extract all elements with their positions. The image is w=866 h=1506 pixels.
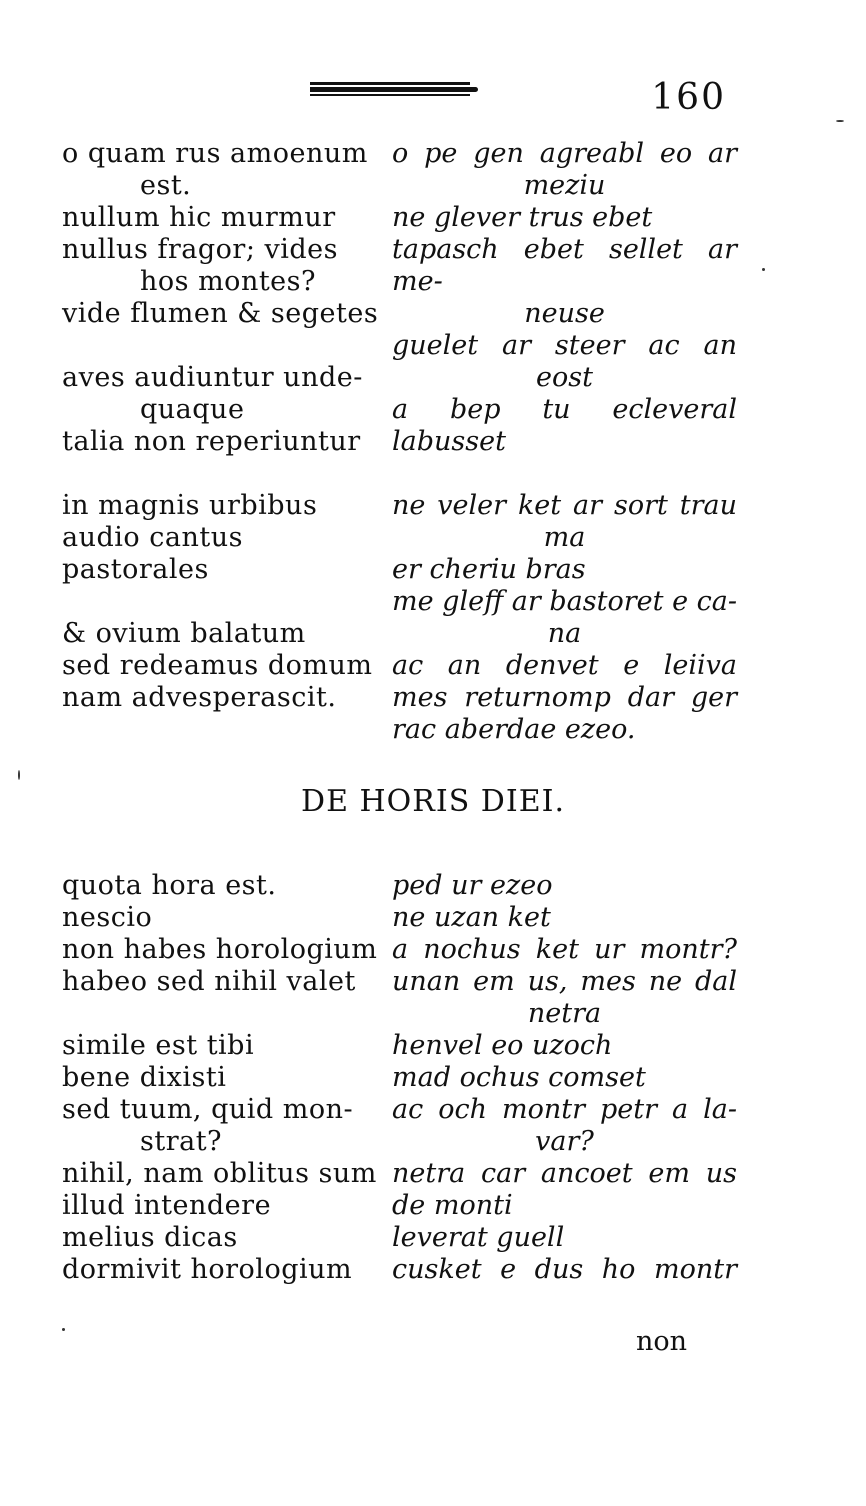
ink-speck <box>836 120 844 122</box>
breton-line: ped ur ezeo <box>392 870 553 901</box>
breton-line: de monti <box>392 1190 513 1221</box>
latin-line: o quam rus amoenum <box>62 138 368 169</box>
breton-line: leverat guell <box>392 1222 565 1253</box>
breton-line: me gleff ar bastoret e ca- <box>392 586 737 617</box>
breton-column-part1 <box>392 138 737 746</box>
breton-line: er cheriu bras <box>392 554 586 585</box>
breton-line: netra car ancoet em us <box>392 1158 737 1189</box>
latin-line-continuation: strat? <box>140 1126 223 1157</box>
latin-line: bene dixisti <box>62 1062 227 1093</box>
breton-line: henvel eo uzoch <box>392 1030 613 1061</box>
latin-column-part2 <box>62 870 382 1286</box>
latin-line: dormivit horologium <box>62 1254 353 1285</box>
latin-line: nam advesperascit. <box>62 682 337 713</box>
latin-line: habeo sed nihil valet <box>62 966 356 997</box>
breton-line: ne veler ket ar sort trau <box>392 490 737 521</box>
breton-line-continuation: var? <box>535 1126 594 1157</box>
page-number: 160 <box>651 77 726 118</box>
latin-line: sed tuum, quid mon- <box>62 1094 354 1125</box>
ink-speck <box>62 1328 65 1331</box>
breton-line: rac aberdae ezeo. <box>392 714 636 745</box>
section-title: DE HORIS DIEI. <box>301 784 565 819</box>
latin-line: simile est tibi <box>62 1030 255 1061</box>
breton-line: ne uzan ket <box>392 902 551 933</box>
breton-line: ne glever trus ebet <box>392 202 653 233</box>
header-rule-ornament <box>310 82 478 96</box>
latin-line: talia non reperiuntur <box>62 426 361 457</box>
latin-line: nullum hic murmur <box>62 202 336 233</box>
latin-line: & ovium balatum <box>62 618 306 649</box>
latin-line: quota hora est. <box>62 870 277 901</box>
breton-line-continuation: meziu <box>523 170 606 201</box>
ink-speck <box>18 770 20 780</box>
latin-line: nihil, nam oblitus sum <box>62 1158 377 1189</box>
latin-line: nescio <box>62 902 153 933</box>
latin-line-continuation: hos montes? <box>140 266 316 297</box>
latin-column-part1 <box>62 138 382 714</box>
breton-line-continuation: ma <box>543 522 586 553</box>
breton-line-continuation: neuse <box>524 298 605 329</box>
latin-line: nullus fragor; vides <box>62 234 339 265</box>
latin-line: illud intendere <box>62 1190 272 1221</box>
latin-line: melius dicas <box>62 1222 238 1253</box>
breton-line: ac an denvet e leiiva <box>392 650 737 681</box>
breton-line-continuation: netra <box>527 998 602 1029</box>
ink-speck <box>762 268 765 271</box>
latin-line-continuation: quaque <box>140 394 245 425</box>
breton-line-continuation: eost <box>536 362 593 393</box>
breton-line: ac och montr petr a la- <box>392 1094 737 1125</box>
latin-line: sed redeamus domum <box>62 650 373 681</box>
latin-line: non habes horologium <box>62 934 378 965</box>
catchword: non <box>636 1326 688 1357</box>
breton-line: cusket e dus ho montr <box>392 1254 737 1285</box>
latin-line: in magnis urbibus <box>62 490 318 521</box>
breton-column-part2 <box>392 870 737 1286</box>
breton-line: guelet ar steer ac an <box>392 330 737 361</box>
breton-line-continuation: na <box>547 618 582 649</box>
breton-line: mad ochus comset <box>392 1062 646 1093</box>
breton-line: unan em us, mes ne dal <box>392 966 737 997</box>
breton-line: a nochus ket ur montr? <box>392 934 737 965</box>
breton-line: mes returnomp dar ger <box>392 682 737 713</box>
breton-line: o pe gen agreabl eo ar <box>392 138 737 169</box>
latin-line-continuation: est. <box>140 170 192 201</box>
breton-line: a bep tu ecleveral labusset <box>392 394 737 457</box>
latin-line: audio cantus pastorales <box>62 522 243 585</box>
latin-line: vide flumen & segetes <box>62 298 379 329</box>
breton-line: tapasch ebet sellet ar me- <box>392 234 737 297</box>
latin-line: aves audiuntur unde- <box>62 362 363 393</box>
